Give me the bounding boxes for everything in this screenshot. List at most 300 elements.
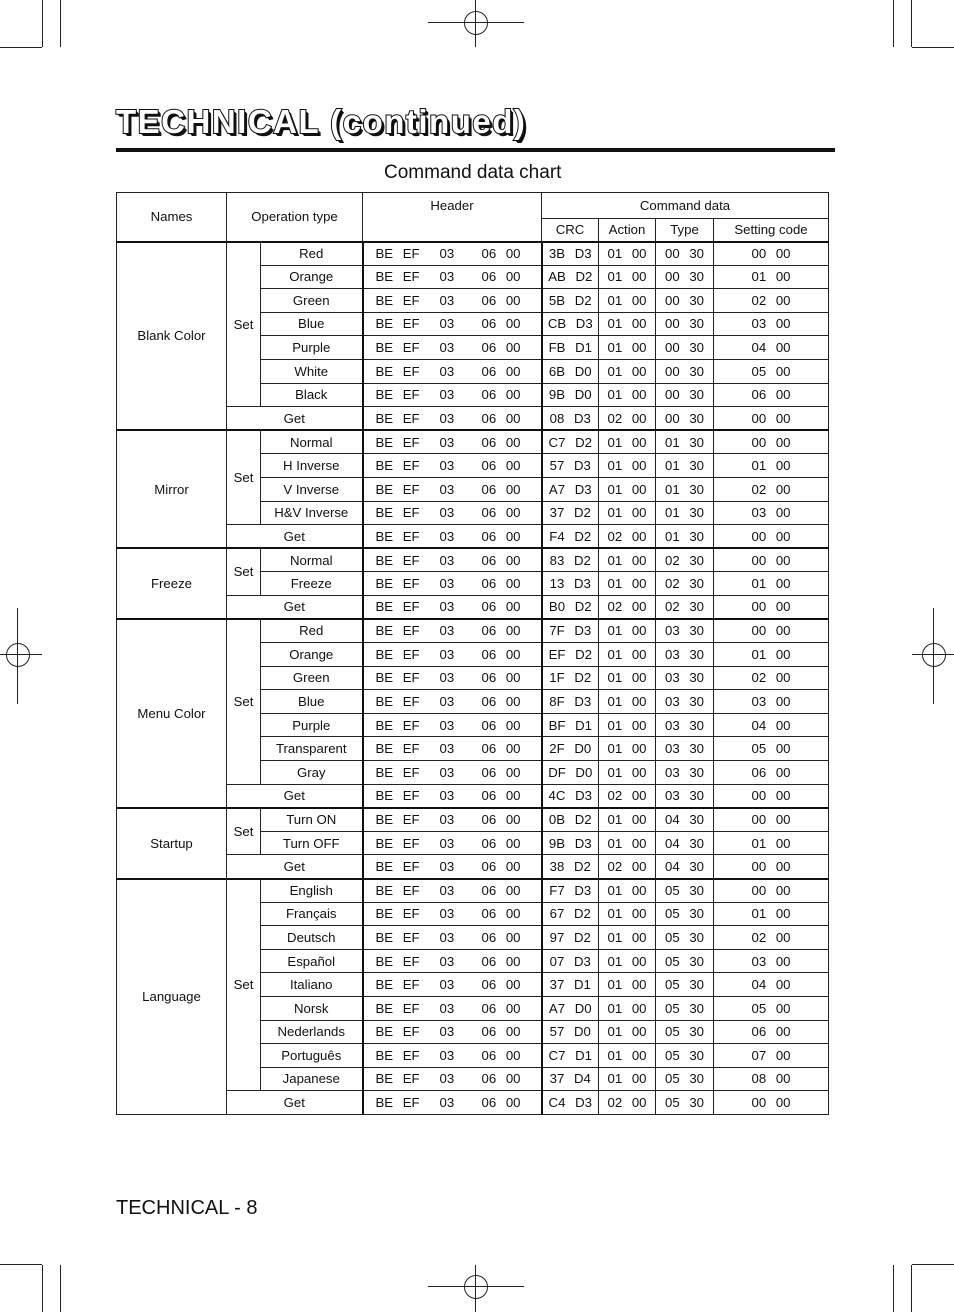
setting-code-cell: 02 00 [714,289,829,313]
table-row [117,619,829,643]
header-byte-06-00: 06 00 [481,245,521,261]
type-cell: 03 30 [656,713,714,737]
header-byte-06-00: 06 00 [481,977,521,993]
header-byte-06-00: 06 00 [481,434,521,450]
header-byte-03: 03 [439,977,455,993]
action-cell: 01 00 [599,737,656,761]
type-cell: 05 30 [656,1091,714,1115]
header-byte-06-00: 06 00 [481,693,521,709]
action-cell: 01 00 [599,690,656,714]
crc-cell: C7 D1 [542,1044,599,1068]
header-byte-06-00: 06 00 [481,882,521,898]
header-byte-03: 03 [439,387,455,403]
operation-cell: Turn OFF [261,831,363,855]
type-cell: 00 30 [656,383,714,407]
action-cell: 02 00 [599,407,656,431]
action-cell: 01 00 [599,336,656,360]
header-byte-03: 03 [439,528,455,544]
header-byte-03: 03 [439,623,455,639]
operation-cell: Blue [261,690,363,714]
action-cell: 01 00 [599,619,656,643]
header-bytes-cell [363,501,542,525]
header-byte-03: 03 [439,245,455,261]
get-operation-cell: Get [227,407,363,431]
header-byte-be-ef: BE EF [375,835,420,851]
crc-cell: FB D1 [542,336,599,360]
type-cell: 00 30 [656,407,714,431]
operation-cell: Red [261,619,363,643]
table-row [117,430,829,454]
setting-code-cell: 00 00 [714,242,829,266]
setting-code-cell: 00 00 [714,879,829,903]
header-byte-03: 03 [439,410,455,426]
type-cell: 01 30 [656,525,714,549]
setting-code-cell: 01 00 [714,265,829,289]
type-cell: 03 30 [656,737,714,761]
operation-cell: Français [261,902,363,926]
header-setting-code: Setting code [714,219,829,242]
action-cell: 01 00 [599,548,656,572]
header-byte-06-00: 06 00 [481,1071,521,1087]
type-cell: 05 30 [656,1044,714,1068]
crc-cell: 67 D2 [542,902,599,926]
operation-cell: White [261,359,363,383]
header-byte-06-00: 06 00 [481,646,521,662]
header-bytes-cell [363,713,542,737]
header-byte-be-ef: BE EF [375,1071,420,1087]
crc-cell: A7 D0 [542,997,599,1021]
header-byte-be-ef: BE EF [375,717,420,733]
action-cell: 01 00 [599,312,656,336]
operation-cell: English [261,879,363,903]
header-byte-be-ef: BE EF [375,1095,420,1111]
crc-cell: 4C D3 [542,784,599,808]
type-cell: 02 30 [656,595,714,619]
header-bytes-cell [363,477,542,501]
group-name-cell: Blank Color [117,242,227,431]
setting-code-cell: 00 00 [714,548,829,572]
header-bytes-cell [363,949,542,973]
header-byte-03: 03 [439,693,455,709]
action-cell: 01 00 [599,949,656,973]
header-bytes-cell [363,831,542,855]
header-byte-03: 03 [439,788,455,804]
crc-cell: 9B D0 [542,383,599,407]
header-byte-03: 03 [439,717,455,733]
header-byte-06-00: 06 00 [481,410,521,426]
action-cell: 01 00 [599,879,656,903]
header-byte-be-ef: BE EF [375,292,420,308]
type-cell: 04 30 [656,855,714,879]
action-cell: 01 00 [599,572,656,596]
header-byte-03: 03 [439,576,455,591]
header-byte-03: 03 [439,1000,455,1016]
crc-cell: 83 D2 [542,548,599,572]
action-cell: 01 00 [599,359,656,383]
setting-code-cell: 01 00 [714,902,829,926]
header-byte-06-00: 06 00 [481,670,521,686]
header-byte-03: 03 [439,858,455,874]
setting-code-cell: 00 00 [714,1091,829,1115]
type-cell: 01 30 [656,501,714,525]
setting-code-cell: 03 00 [714,312,829,336]
setting-code-cell: 05 00 [714,737,829,761]
header-bytes-cell [363,383,542,407]
header-byte-06-00: 06 00 [481,340,521,356]
type-cell: 03 30 [656,666,714,690]
header-bytes-cell [363,430,542,454]
header-type: Type [656,219,714,242]
type-cell: 00 30 [656,265,714,289]
action-cell: 02 00 [599,595,656,619]
type-cell: 00 30 [656,312,714,336]
header-bytes-cell [363,525,542,549]
header-byte-03: 03 [439,646,455,662]
header-byte-03: 03 [439,812,455,828]
operation-cell: Orange [261,265,363,289]
table-row [117,808,829,832]
header-byte-03: 03 [439,741,455,757]
header-bytes-cell [363,784,542,808]
operation-cell: Deutsch [261,926,363,950]
type-cell: 03 30 [656,643,714,667]
action-cell: 01 00 [599,666,656,690]
crc-cell: 9B D3 [542,831,599,855]
header-bytes-cell [363,619,542,643]
crc-cell: F7 D3 [542,879,599,903]
get-operation-cell: Get [227,525,363,549]
header-bytes-cell [363,548,542,572]
header-bytes-cell [363,855,542,879]
header-byte-06-00: 06 00 [481,717,521,733]
header-byte-03: 03 [439,670,455,686]
header-bytes-cell [363,808,542,832]
header-header-spacer [363,219,542,242]
command-data-table [116,192,829,1115]
setting-code-cell: 07 00 [714,1044,829,1068]
type-cell: 00 30 [656,289,714,313]
set-label-cell: Set [227,619,261,784]
crc-cell: 5B D2 [542,289,599,313]
type-cell: 05 30 [656,879,714,903]
operation-cell: Turn ON [261,808,363,832]
header-byte-be-ef: BE EF [375,623,420,639]
header-byte-06-00: 06 00 [481,906,521,922]
action-cell: 01 00 [599,643,656,667]
header-byte-03: 03 [439,953,455,969]
action-cell: 01 00 [599,761,656,785]
header-bytes-cell [363,926,542,950]
action-cell: 01 00 [599,454,656,478]
chart-title: Command data chart [384,162,562,183]
header-bytes-cell [363,737,542,761]
header-bytes-cell [363,1091,542,1115]
header-bytes-cell [363,242,542,266]
header-byte-03: 03 [439,1047,455,1063]
header-byte-be-ef: BE EF [375,552,420,568]
header-byte-06-00: 06 00 [481,1047,521,1063]
header-byte-03: 03 [439,1071,455,1087]
operation-cell: Red [261,242,363,266]
operation-cell: Norsk [261,997,363,1021]
header-bytes-cell [363,595,542,619]
header-bytes-cell [363,997,542,1021]
crc-cell: C7 D2 [542,430,599,454]
type-cell: 00 30 [656,359,714,383]
action-cell: 01 00 [599,430,656,454]
header-bytes-cell [363,265,542,289]
setting-code-cell: 00 00 [714,430,829,454]
type-cell: 05 30 [656,997,714,1021]
header-byte-06-00: 06 00 [481,1000,521,1016]
operation-cell: Japanese [261,1067,363,1091]
header-byte-be-ef: BE EF [375,670,420,686]
type-cell: 05 30 [656,973,714,997]
header-bytes-cell [363,289,542,313]
header-byte-06-00: 06 00 [481,764,521,780]
get-operation-cell: Get [227,1091,363,1115]
crc-cell: 37 D1 [542,973,599,997]
action-cell: 02 00 [599,784,656,808]
action-cell: 01 00 [599,713,656,737]
crc-cell: 37 D4 [542,1067,599,1091]
action-cell: 01 00 [599,289,656,313]
header-byte-06-00: 06 00 [481,292,521,308]
crc-cell: DF D0 [542,761,599,785]
operation-cell: Nederlands [261,1020,363,1044]
set-label-cell: Set [227,548,261,595]
crc-cell: 3B D3 [542,242,599,266]
header-byte-be-ef: BE EF [375,929,420,945]
header-byte-03: 03 [439,599,455,615]
type-cell: 01 30 [656,430,714,454]
header-byte-be-ef: BE EF [375,1000,420,1016]
header-command-data: Command data [542,193,829,219]
setting-code-cell: 00 00 [714,855,829,879]
header-byte-06-00: 06 00 [481,316,521,332]
operation-cell: Italiano [261,973,363,997]
table-row [117,548,829,572]
set-label-cell: Set [227,242,261,407]
get-operation-cell: Get [227,784,363,808]
header-bytes-cell [363,454,542,478]
setting-code-cell: 04 00 [714,336,829,360]
crc-cell: 97 D2 [542,926,599,950]
header-bytes-cell [363,359,542,383]
header-byte-be-ef: BE EF [375,340,420,356]
header-byte-03: 03 [439,340,455,356]
action-cell: 01 00 [599,973,656,997]
header-byte-be-ef: BE EF [375,882,420,898]
type-cell: 00 30 [656,336,714,360]
action-cell: 01 00 [599,1067,656,1091]
get-operation-cell: Get [227,855,363,879]
operation-cell: H Inverse [261,454,363,478]
operation-cell: Green [261,289,363,313]
header-byte-06-00: 06 00 [481,1024,521,1040]
operation-cell: V Inverse [261,477,363,501]
header-byte-be-ef: BE EF [375,481,420,497]
crc-cell: 07 D3 [542,949,599,973]
setting-code-cell: 01 00 [714,454,829,478]
action-cell: 02 00 [599,1091,656,1115]
page-footer: TECHNICAL - 8 [116,1197,258,1219]
type-cell: 05 30 [656,1020,714,1044]
page-title: TECHNICAL (continued) [116,103,527,140]
header-byte-be-ef: BE EF [375,269,420,285]
header-byte-06-00: 06 00 [481,481,521,497]
type-cell: 03 30 [656,619,714,643]
header-byte-06-00: 06 00 [481,1095,521,1111]
header-byte-be-ef: BE EF [375,788,420,804]
header-bytes-cell [363,572,542,596]
crc-cell: BF D1 [542,713,599,737]
setting-code-cell: 00 00 [714,525,829,549]
crc-cell: A7 D3 [542,477,599,501]
setting-code-cell: 04 00 [714,713,829,737]
header-byte-03: 03 [439,1095,455,1111]
header-byte-be-ef: BE EF [375,977,420,993]
setting-code-cell: 02 00 [714,666,829,690]
crc-cell: 13 D3 [542,572,599,596]
action-cell: 01 00 [599,242,656,266]
header-byte-be-ef: BE EF [375,387,420,403]
group-name-cell: Menu Color [117,619,227,808]
setting-code-cell: 00 00 [714,595,829,619]
action-cell: 01 00 [599,265,656,289]
header-bytes-cell [363,879,542,903]
set-label-cell: Set [227,879,261,1091]
header-byte-be-ef: BE EF [375,245,420,261]
operation-cell: Black [261,383,363,407]
table-body [117,242,829,1115]
header-byte-03: 03 [439,906,455,922]
operation-cell: Normal [261,548,363,572]
crc-cell: 6B D0 [542,359,599,383]
get-operation-cell: Get [227,595,363,619]
header-byte-be-ef: BE EF [375,410,420,426]
header-byte-03: 03 [439,434,455,450]
group-name-cell: Language [117,879,227,1115]
header-byte-be-ef: BE EF [375,812,420,828]
setting-code-cell: 01 00 [714,643,829,667]
header-byte-be-ef: BE EF [375,906,420,922]
header-byte-03: 03 [439,929,455,945]
header-bytes-cell [363,761,542,785]
type-cell: 05 30 [656,1067,714,1091]
header-names: Names [117,193,227,242]
action-cell: 01 00 [599,383,656,407]
crc-cell: 0B D2 [542,808,599,832]
type-cell: 01 30 [656,454,714,478]
setting-code-cell: 04 00 [714,973,829,997]
setting-code-cell: 00 00 [714,407,829,431]
header-byte-be-ef: BE EF [375,576,420,591]
header-byte-06-00: 06 00 [481,363,521,379]
header-bytes-cell [363,973,542,997]
crc-cell: 57 D3 [542,454,599,478]
setting-code-cell: 03 00 [714,949,829,973]
setting-code-cell: 06 00 [714,383,829,407]
header-byte-be-ef: BE EF [375,1024,420,1040]
header-byte-03: 03 [439,363,455,379]
action-cell: 01 00 [599,902,656,926]
crc-cell: 8F D3 [542,690,599,714]
setting-code-cell: 05 00 [714,359,829,383]
action-cell: 01 00 [599,501,656,525]
header-bytes-cell [363,1020,542,1044]
operation-cell: Green [261,666,363,690]
crc-cell: B0 D2 [542,595,599,619]
action-cell: 01 00 [599,477,656,501]
crc-cell: C4 D3 [542,1091,599,1115]
header-bytes-cell [363,1044,542,1068]
header-byte-be-ef: BE EF [375,1047,420,1063]
header-byte-06-00: 06 00 [481,599,521,615]
crc-cell: EF D2 [542,643,599,667]
action-cell: 02 00 [599,855,656,879]
header-bytes-cell [363,312,542,336]
header-byte-03: 03 [439,481,455,497]
operation-cell: Normal [261,430,363,454]
action-cell: 01 00 [599,1044,656,1068]
type-cell: 02 30 [656,548,714,572]
header-byte-06-00: 06 00 [481,858,521,874]
operation-cell: Orange [261,643,363,667]
header-bytes-cell [363,666,542,690]
header-byte-06-00: 06 00 [481,953,521,969]
setting-code-cell: 00 00 [714,784,829,808]
header-byte-06-00: 06 00 [481,387,521,403]
header-byte-06-00: 06 00 [481,576,521,591]
header-byte-06-00: 06 00 [481,741,521,757]
action-cell: 01 00 [599,926,656,950]
header-byte-06-00: 06 00 [481,269,521,285]
crc-cell: 2F D0 [542,737,599,761]
header-byte-03: 03 [439,1024,455,1040]
type-cell: 05 30 [656,926,714,950]
header-operation-type: Operation type [227,193,363,242]
header-byte-06-00: 06 00 [481,929,521,945]
header-byte-be-ef: BE EF [375,363,420,379]
header-bytes-cell [363,407,542,431]
header-byte-03: 03 [439,316,455,332]
operation-cell: Blue [261,312,363,336]
header-byte-be-ef: BE EF [375,316,420,332]
crc-cell: F4 D2 [542,525,599,549]
header-byte-be-ef: BE EF [375,528,420,544]
operation-cell: Español [261,949,363,973]
operation-cell: Purple [261,336,363,360]
action-cell: 02 00 [599,525,656,549]
header-byte-be-ef: BE EF [375,599,420,615]
table-row [117,242,829,266]
header-byte-be-ef: BE EF [375,741,420,757]
crc-cell: CB D3 [542,312,599,336]
header-bytes-cell [363,690,542,714]
setting-code-cell: 01 00 [714,831,829,855]
header-byte-06-00: 06 00 [481,812,521,828]
setting-code-cell: 05 00 [714,997,829,1021]
header-byte-06-00: 06 00 [481,458,521,474]
crc-cell: AB D2 [542,265,599,289]
header-byte-be-ef: BE EF [375,953,420,969]
setting-code-cell: 03 00 [714,501,829,525]
title-rule [116,148,835,152]
setting-code-cell: 00 00 [714,808,829,832]
setting-code-cell: 01 00 [714,572,829,596]
action-cell: 01 00 [599,808,656,832]
